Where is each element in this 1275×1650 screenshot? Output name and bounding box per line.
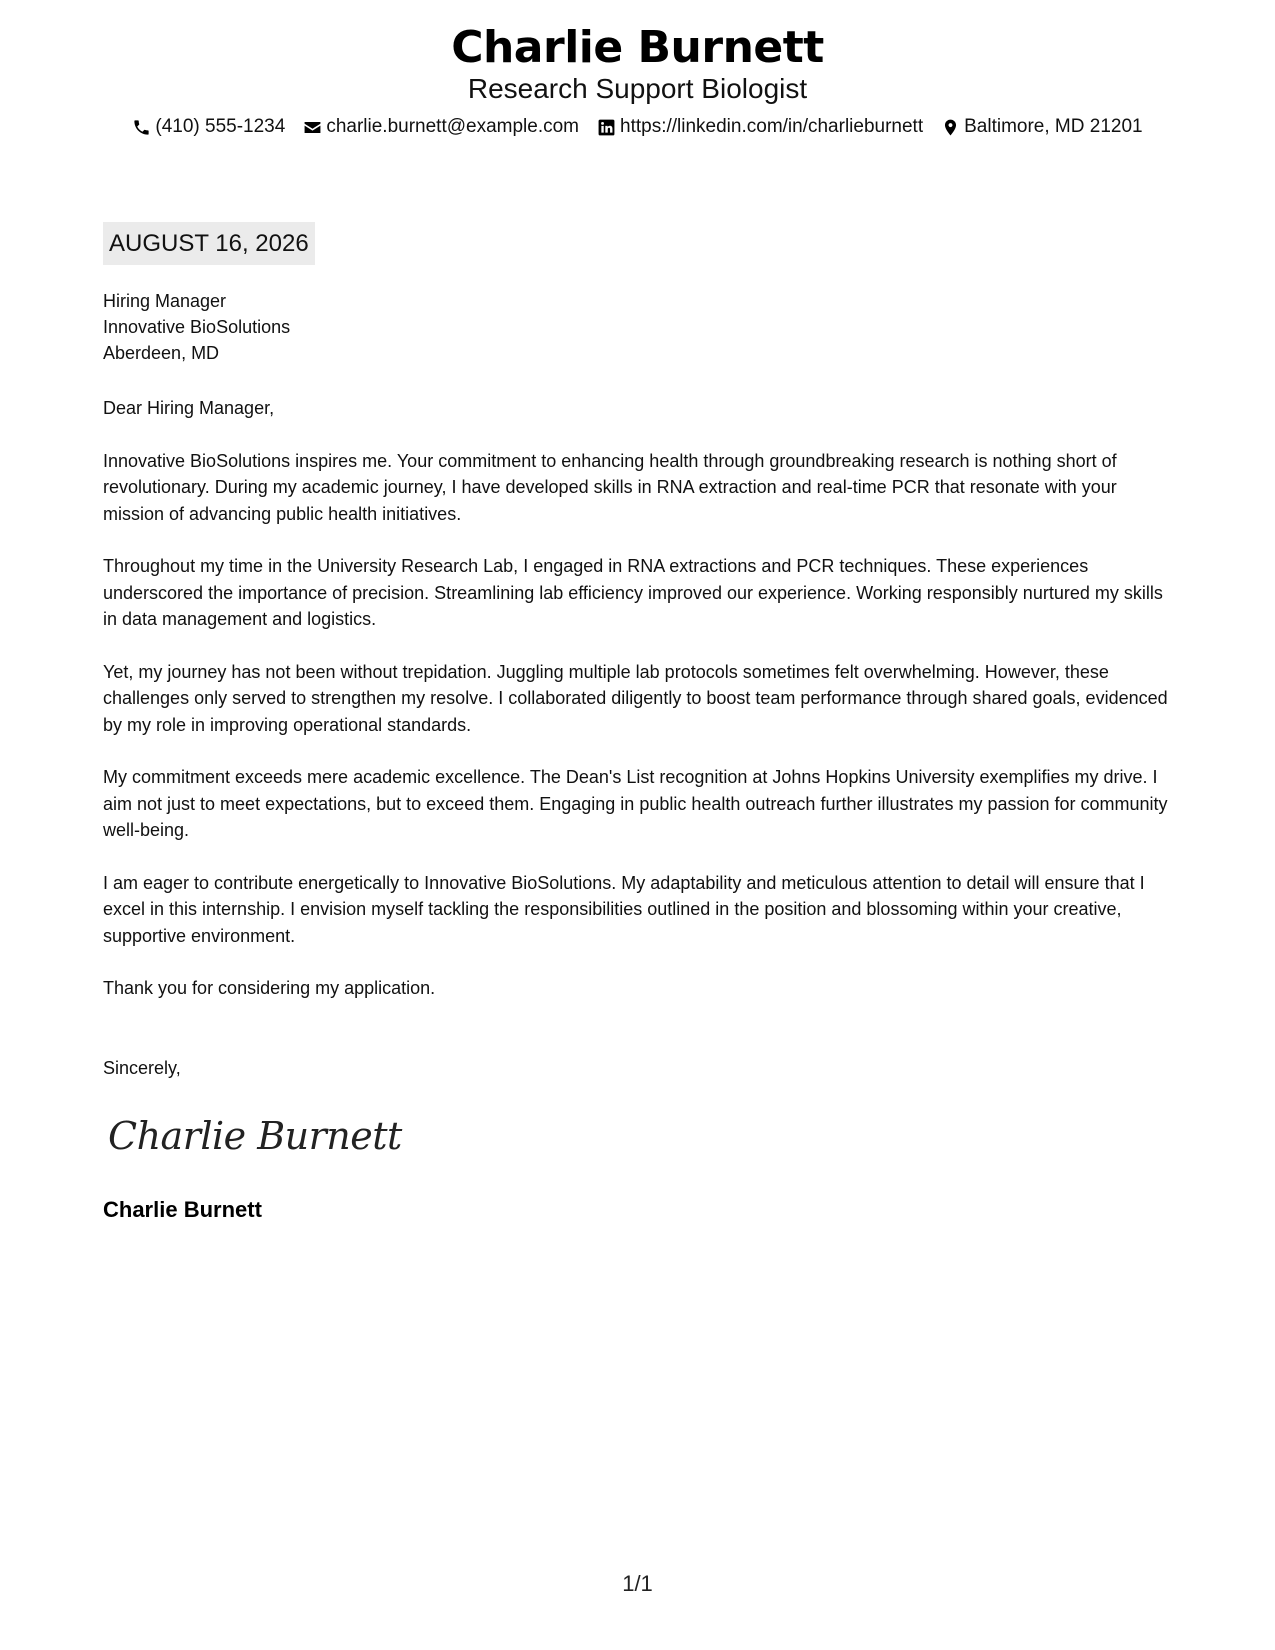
recipient-line: Hiring Manager <box>103 291 227 311</box>
envelope-icon <box>303 118 322 137</box>
contact-linkedin[interactable] <box>597 114 923 140</box>
body-paragraph: Yet, my journey has not been without trepidation. Juggling multiple lab protocols sometimes felt overwhelming. However, these challenges only served to strengthen my resolve. I collaborated diligently to boost team performance through shared goals, evidenced by my role in improving operational standards. <box>103 661 1168 735</box>
body-paragraph: I am eager to contribute energetically to Innovative BioSolutions. My adaptability and meticulous attention to detail will ensure that I excel in this internship. I envision myself tackling the responsibilities outlined in the position and blossoming within your creative, supportive environment. <box>103 872 1145 946</box>
recipient-line: Innovative BioSolutions <box>103 317 291 337</box>
salutation: Dear Hiring Manager, <box>103 398 275 418</box>
body-paragraph: My commitment exceeds mere academic excellence. The Dean's List recognition at Johns Hopkins University exemplifies my drive. I aim not just to meet expectations, but to exceed them. Engaging in public health outreach further illustrates my passion for community well-being. <box>103 767 1168 840</box>
letter-body <box>103 395 1178 1028</box>
signer-name: Charlie Burnett <box>103 1197 262 1222</box>
phone-icon <box>132 118 151 137</box>
contact-email[interactable] <box>303 114 579 140</box>
page-number: 1/1 <box>622 1571 653 1596</box>
contact-bar <box>0 114 1275 140</box>
linkedin-icon <box>597 118 616 137</box>
applicant-name: Charlie Burnett <box>451 22 824 73</box>
thanks-line: Thank you for considering my application. <box>103 978 436 998</box>
phone-text: (410) 555-1234 <box>155 116 286 137</box>
map-pin-icon <box>941 118 960 137</box>
closing: Sincerely, <box>103 1058 181 1078</box>
letter-date: AUGUST 16, 2026 <box>103 222 315 265</box>
location-text: Baltimore, MD 21201 <box>964 116 1143 137</box>
recipient-block <box>103 288 290 366</box>
contact-phone[interactable] <box>132 114 285 140</box>
applicant-title: Research Support Biologist <box>467 73 808 104</box>
contact-location <box>941 114 1142 140</box>
recipient-line: Aberdeen, MD <box>103 343 220 363</box>
body-paragraph: Innovative BioSolutions inspires me. Your commitment to enhancing health through groundbreaking research is nothing short of revolutionary. During my academic journey, I have developed skills in RNA extraction and real-time PCR that resonate with your mission of advancing public health initiatives. <box>103 450 1117 524</box>
body-paragraph: Throughout my time in the University Research Lab, I engaged in RNA extractions and PCR techniques. These experiences underscored the importance of precision. Streamlining lab efficiency improved our experience. Working responsibly nurtured my skills in data management and logistics. <box>103 556 1163 629</box>
email-text: charlie.burnett@example.com <box>326 116 580 137</box>
signature: Charlie Burnett <box>108 1114 402 1158</box>
linkedin-text: https://linkedin.com/in/charlieburnett <box>620 116 924 137</box>
letter-header <box>0 22 1275 140</box>
